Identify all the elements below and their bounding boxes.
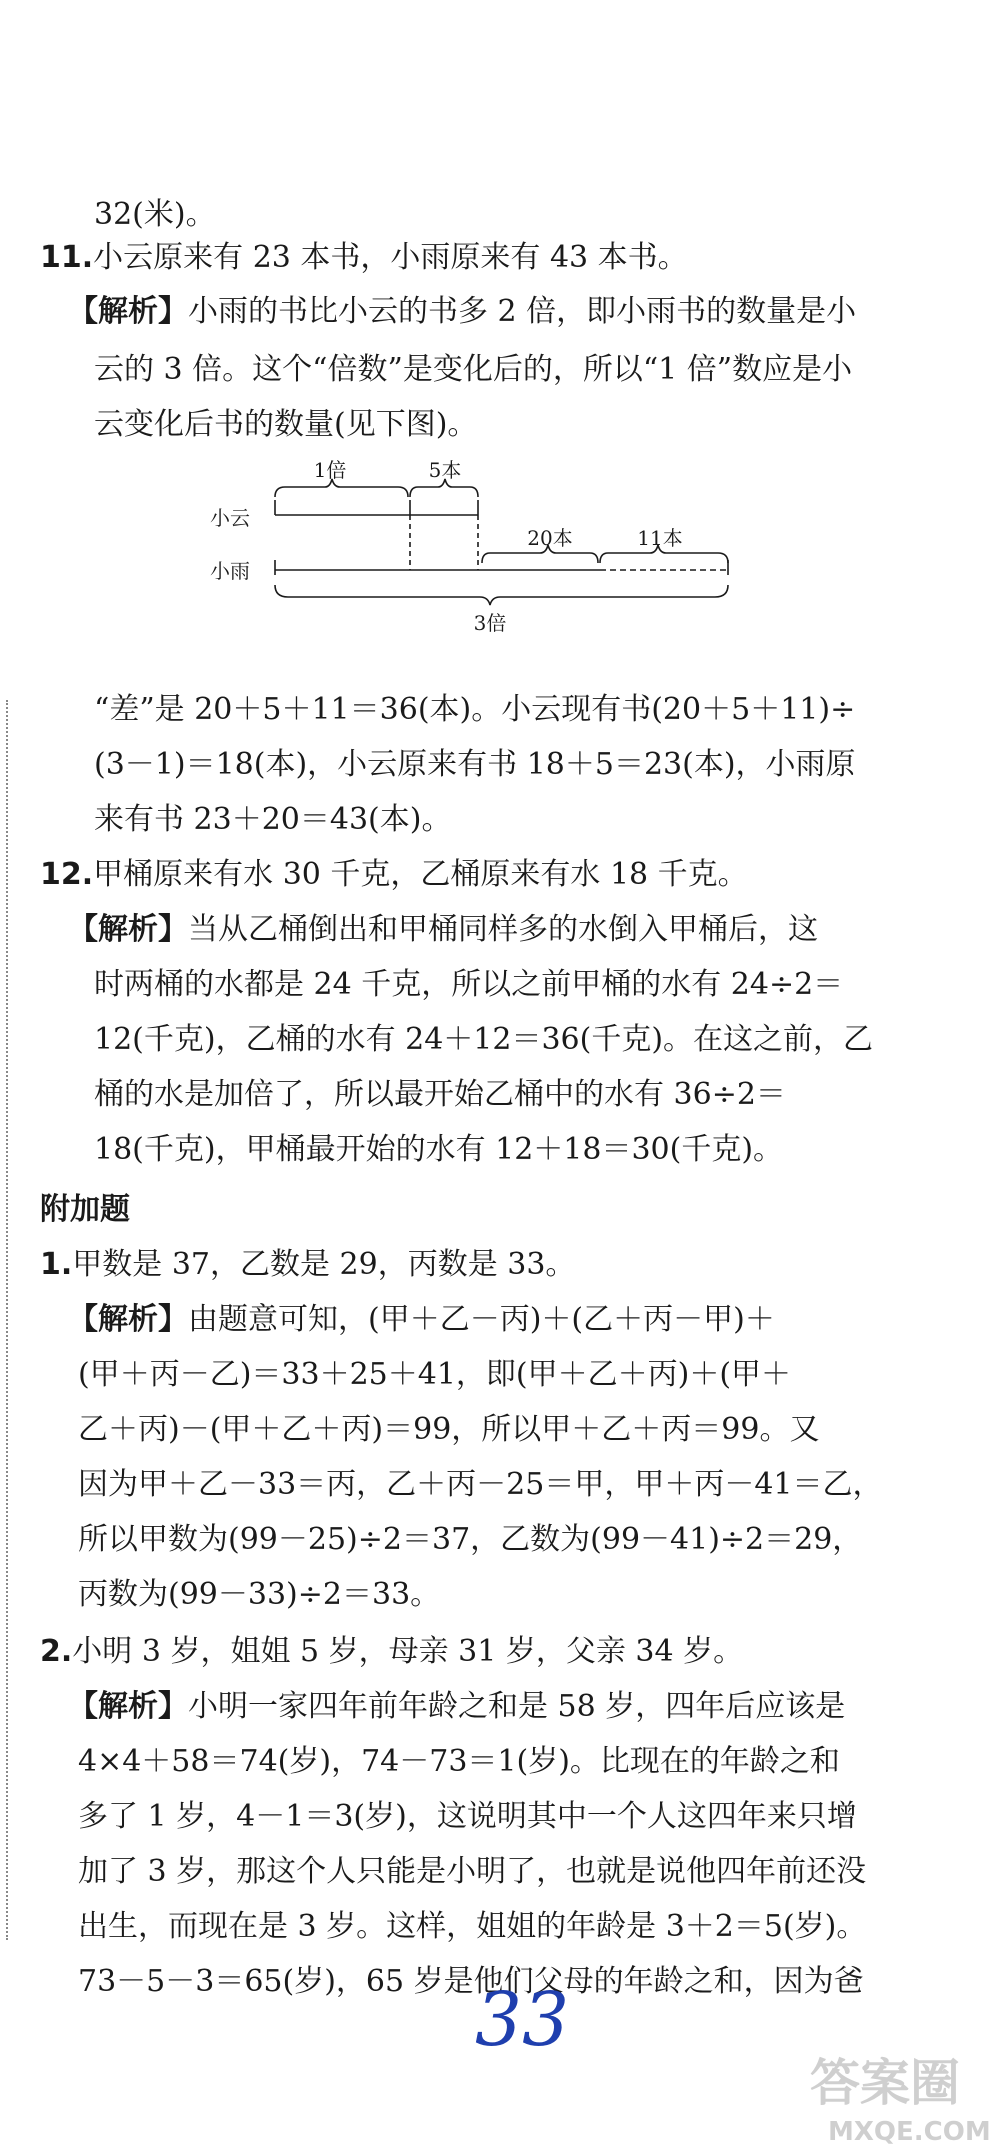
brace-3bei: [275, 585, 728, 605]
q12-answer: 甲桶原来有水 30 千克，乙桶原来有水 18 千克。: [93, 857, 748, 892]
q12-answer-line: [40, 855, 748, 895]
e1-answer-line: [40, 1245, 575, 1285]
q11-calc-line-3: 来有书 23＋20＝43(本)。: [94, 802, 452, 837]
e1-analysis-text-1: 由题意可知，(甲＋乙－丙)＋(乙＋丙－甲)＋: [188, 1302, 775, 1337]
e1-analysis-line-1: [68, 1300, 775, 1340]
q11-analysis-line-1: [68, 292, 856, 332]
q11-calc-line-1: “差”是 20＋5＋11＝36(本)。小云现有书(20＋5＋11)÷: [94, 692, 856, 727]
e1-number: 1.: [40, 1247, 73, 1282]
e2-analysis-line-5: 出生，而现在是 3 岁。这样，姐姐的年龄是 3＋2＝5(岁)。: [78, 1909, 867, 1944]
q11-analysis-line-2: 云的 3 倍。这个“倍数”是变化后的，所以“1 倍”数应是小: [94, 352, 853, 387]
q11-answer-line: [40, 238, 688, 278]
e2-analysis-line-2: 4×4＋58＝74(岁)，74－73＝1(岁)。比现在的年龄之和: [78, 1744, 840, 1779]
analysis-tag: 【解析】: [68, 1689, 188, 1724]
q12-analysis-line-5: 18(千克)，甲桶最开始的水有 12＋18＝30(千克)。: [94, 1132, 784, 1167]
e2-analysis-line-4: 加了 3 岁，那这个人只能是小明了，也就是说他四年前还没: [78, 1854, 867, 1889]
e1-analysis-line-2: (甲＋丙－乙)＝33＋25＋41，即(甲＋乙＋丙)＋(甲＋: [78, 1357, 792, 1392]
label-11ben: 11本: [637, 526, 683, 550]
e2-analysis-line-1: [68, 1687, 845, 1727]
e2-analysis-line-6: 73－5－3＝65(岁)，65 岁是他们父母的年龄之和，因为爸: [78, 1964, 864, 1999]
q12-analysis-text-1: 当从乙桶倒出和甲桶同样多的水倒入甲桶后，这: [188, 912, 818, 947]
prev-answer-tail: 32(米)。: [94, 197, 216, 232]
e1-analysis-line-3: 乙＋丙)－(甲＋乙＋丙)＝99，所以甲＋乙＋丙＝99。又: [78, 1412, 820, 1447]
page-number-text: 33: [475, 1977, 570, 2063]
segment-diagram: [200, 455, 740, 635]
q12-analysis-line-1: [68, 910, 818, 950]
q11-answer: 小云原来有 23 本书，小雨原来有 43 本书。: [93, 240, 688, 275]
q12-number: 12.: [40, 857, 94, 892]
watermark-logo: [810, 2040, 995, 2150]
q12-analysis-line-4: 桶的水是加倍了，所以最开始乙桶中的水有 36÷2＝: [94, 1077, 786, 1112]
watermark-logo-text: 答案圈: [810, 2054, 960, 2112]
e1-analysis-line-5: 所以甲数为(99－25)÷2＝37，乙数为(99－41)÷2＝29，: [78, 1522, 863, 1557]
analysis-tag: 【解析】: [68, 294, 188, 329]
e2-answer: 小明 3 岁，姐姐 5 岁，母亲 31 岁，父亲 34 岁。: [72, 1634, 744, 1669]
q12-analysis-line-3: 12(千克)，乙桶的水有 24＋12＝36(千克)。在这之前，乙: [94, 1022, 874, 1057]
q11-number: 11.: [40, 240, 94, 275]
e2-analysis-text-1: 小明一家四年前年龄之和是 58 岁，四年后应该是: [188, 1689, 846, 1724]
analysis-tag: 【解析】: [68, 912, 188, 947]
handwritten-page-number: [465, 1975, 585, 2065]
e2-answer-line: [40, 1632, 743, 1672]
analysis-tag: 【解析】: [68, 1302, 188, 1337]
watermark-url: MXQE.COM: [828, 2117, 991, 2147]
label-3bei: 3倍: [473, 611, 507, 635]
e1-answer: 甲数是 37，乙数是 29，丙数是 33。: [72, 1247, 576, 1282]
extra-section-heading: 附加题: [40, 1192, 130, 1227]
q11-analysis-text-1: 小雨的书比小云的书多 2 倍，即小雨书的数量是小: [188, 294, 857, 329]
label-1bei: 1倍: [313, 458, 347, 482]
e2-analysis-line-3: 多了 1 岁，4－1＝3(岁)，这说明其中一个人这四年来只增: [78, 1799, 857, 1834]
label-20ben: 20本: [527, 526, 573, 550]
e1-analysis-line-6: 丙数为(99－33)÷2＝33。: [78, 1577, 441, 1612]
e2-number: 2.: [40, 1634, 73, 1669]
e1-analysis-line-4: 因为甲＋乙－33＝丙，乙＋丙－25＝甲，甲＋丙－41＝乙，: [78, 1467, 883, 1502]
margin-binding-line: [6, 700, 12, 1940]
label-5ben: 5本: [428, 458, 462, 482]
label-xiaoyun: 小云: [210, 506, 250, 530]
q11-calc-line-2: (3－1)＝18(本)，小云原来有书 18＋5＝23(本)，小雨原: [94, 747, 856, 782]
q11-analysis-line-3: 云变化后书的数量(见下图)。: [94, 407, 478, 442]
label-xiaoyu: 小雨: [210, 559, 250, 583]
q12-analysis-line-2: 时两桶的水都是 24 千克，所以之前甲桶的水有 24÷2＝: [94, 967, 844, 1002]
brace-5ben: [410, 479, 478, 497]
